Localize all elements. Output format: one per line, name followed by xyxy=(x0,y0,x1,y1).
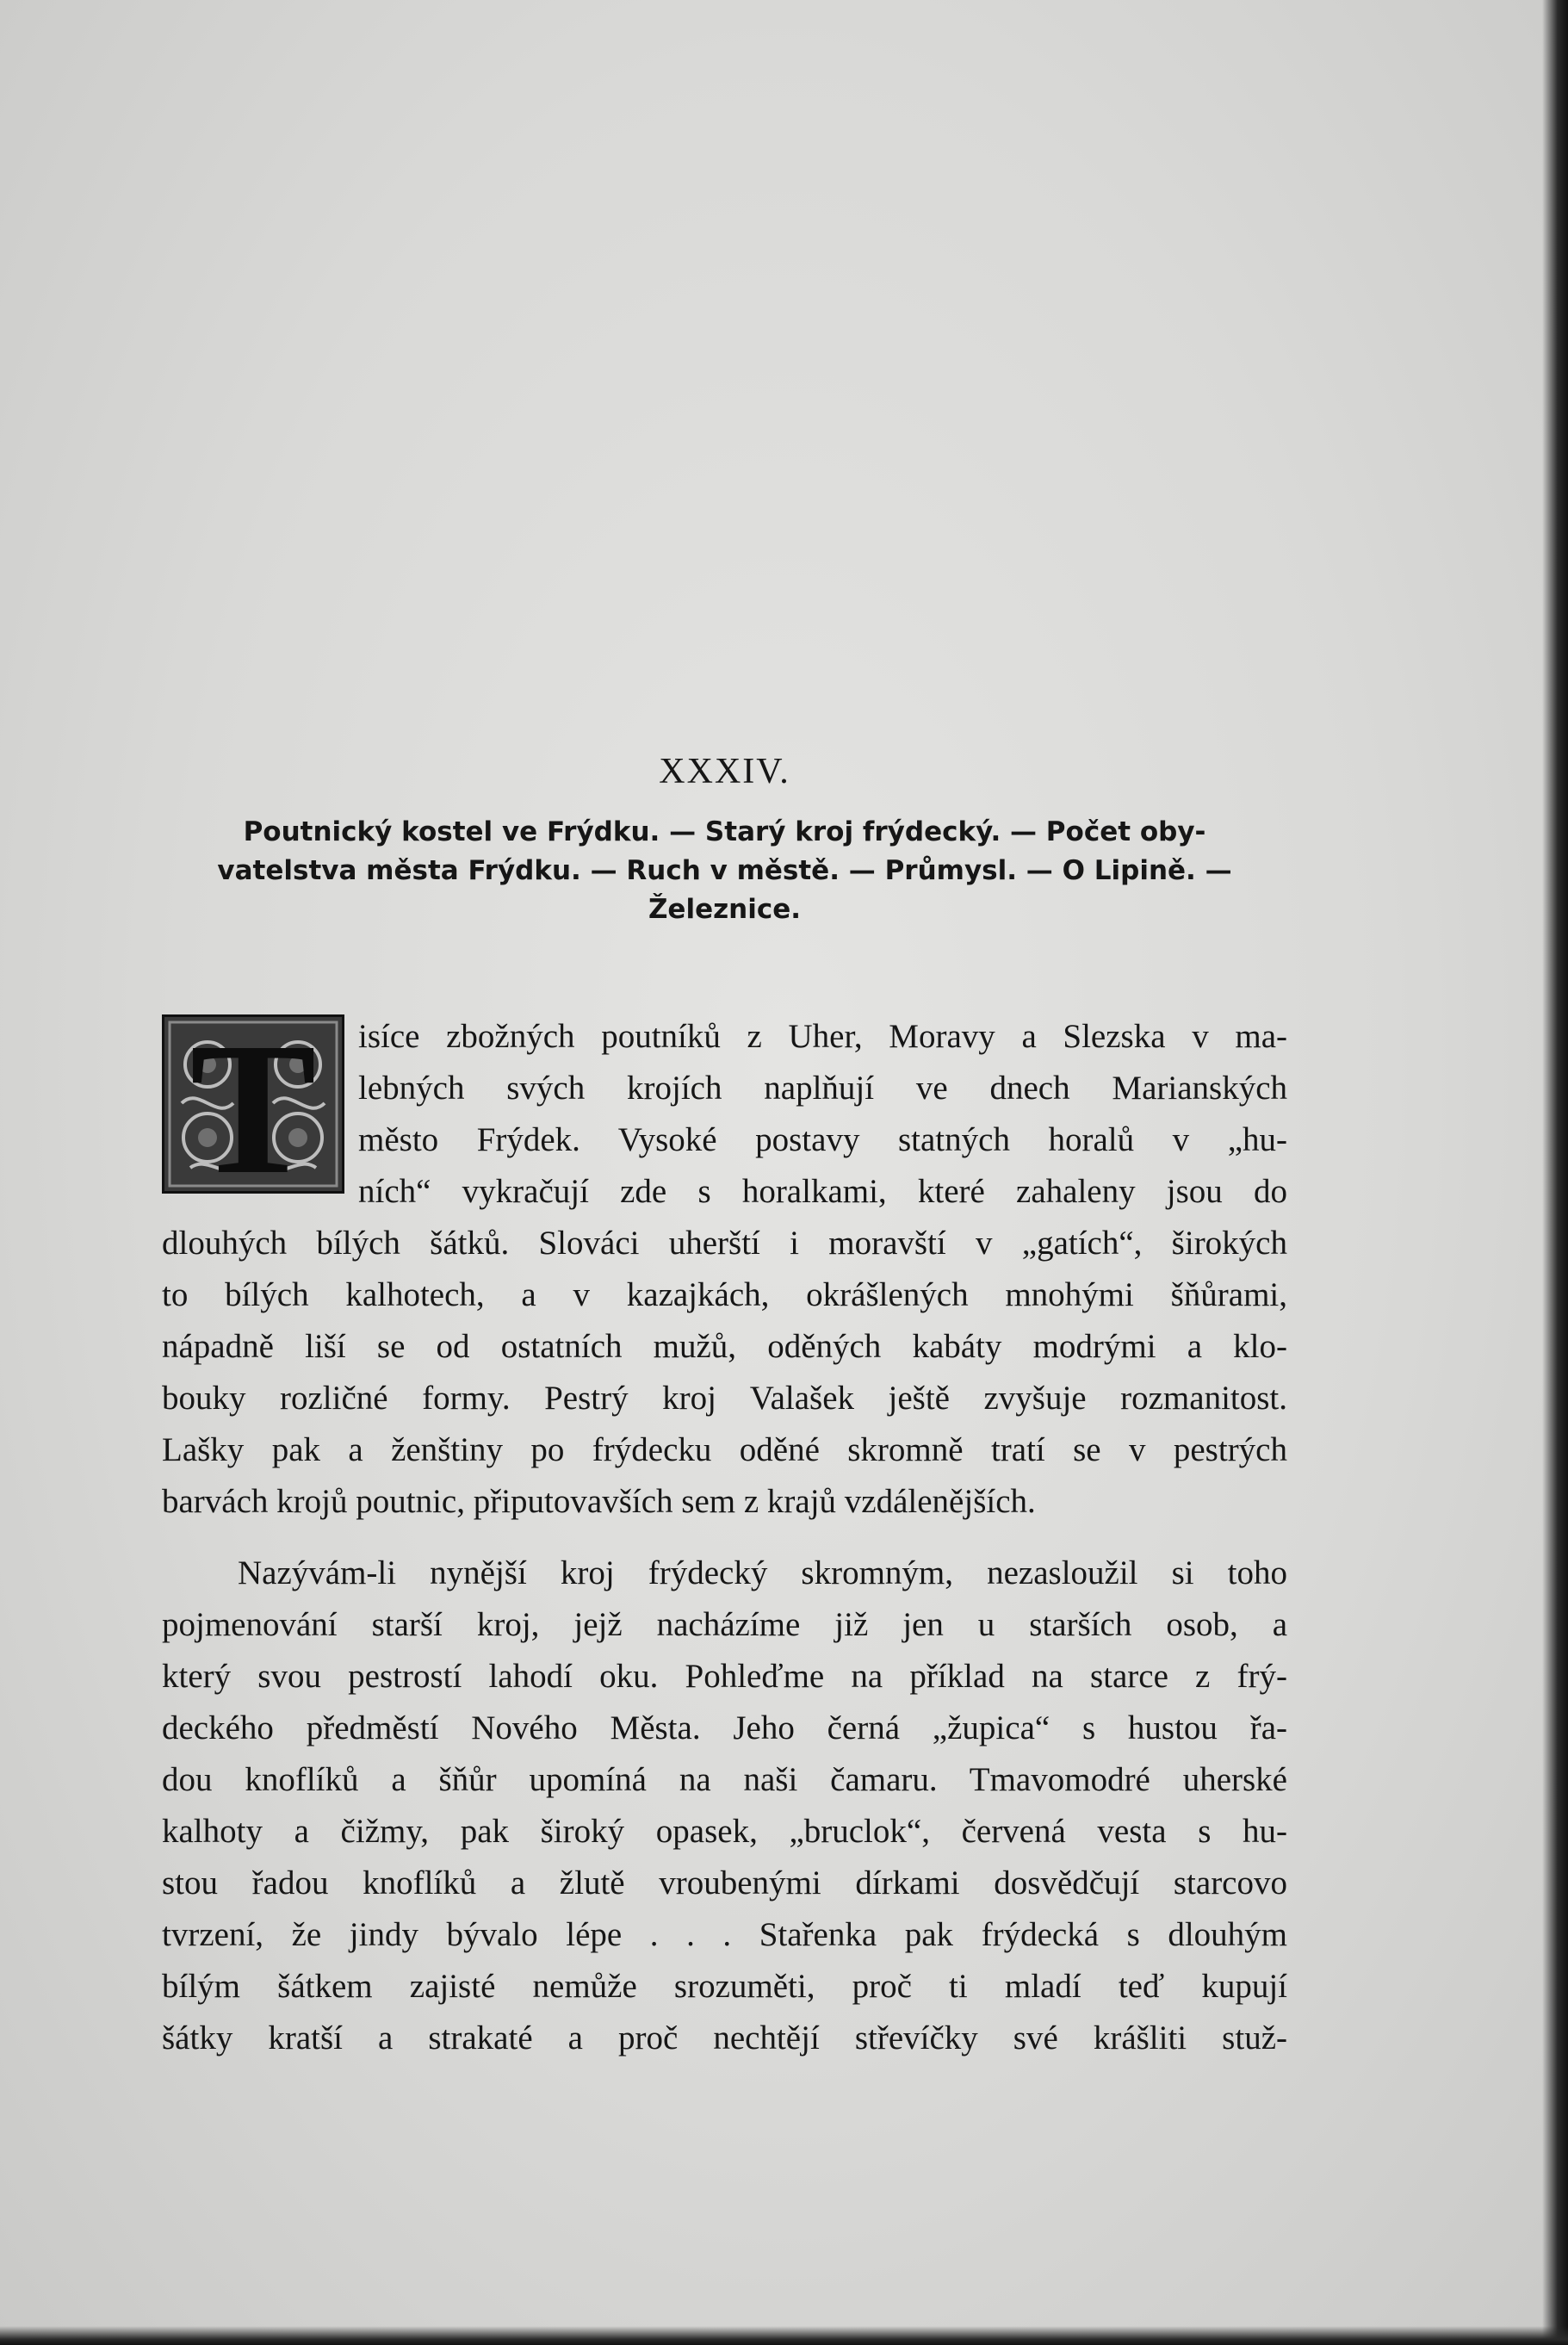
paragraph-line: dlouhých bílých šátků. Slováci uherští i moravští v „gatích“, širokých xyxy=(162,1225,1287,1262)
chapter-number: XXXIV. xyxy=(659,752,790,791)
paragraph-line: barvách krojů poutnic, připutovavších sem z krajů vzdálenějších. xyxy=(162,1483,1036,1520)
paragraph-line: to bílých kalhotech, a v kazajkách, okrášlených mnohými šňůrami, xyxy=(162,1276,1287,1313)
paragraph-line: šátky kratší a strakaté a proč nechtějí střevíčky své krášliti stuž- xyxy=(162,2019,1287,2057)
paragraph-line: lebných svých krojích naplňují ve dnech Marianských xyxy=(358,1070,1287,1107)
scan-edge-right xyxy=(1542,0,1568,2345)
scan-edge-bottom xyxy=(0,2326,1568,2345)
paragraph-line: bouky rozličné formy. Pestrý kroj Valašek ještě zvyšuje rozmanitost. xyxy=(162,1380,1287,1417)
paragraph-line: isíce zbožných poutníků z Uher, Moravy a Slezska v ma- xyxy=(358,1018,1287,1055)
paragraph-line: město Frýdek. Vysoké postavy statných horalů v „hu- xyxy=(358,1121,1287,1158)
chapter-summary xyxy=(162,813,1287,929)
paragraph-line: pojmenování starší kroj, jejž nacházíme již jen u starších osob, a xyxy=(162,1606,1287,1643)
paragraph-line: Nazývám-li nynější kroj frýdecký skromným, nezasloužil si toho xyxy=(238,1554,1287,1591)
summary-line: Poutnický kostel ve Frýdku. — Starý kroj frýdecký. — Počet oby- xyxy=(243,816,1206,847)
paragraph-line: bílým šátkem zajisté nemůže srozuměti, proč ti mladí teď kupují xyxy=(162,1968,1287,2005)
paragraph-line: ních“ vykračují zde s horalkami, které zahaleny jsou do xyxy=(358,1173,1287,1210)
paragraph-line: stou řadou knoflíků a žlutě vroubenými dírkami dosvědčují starcovo xyxy=(162,1864,1287,1901)
paragraph-line: nápadně liší se od ostatních mužů, oděných kabáty modrými a klo- xyxy=(162,1328,1287,1365)
paragraph-1 xyxy=(162,1011,1287,1528)
paragraph-line: Lašky pak a ženštiny po frýdecku oděné skromně tratí se v pestrých xyxy=(162,1431,1287,1468)
paragraph-line: tvrzení, že jindy bývalo lépe . . . Stařenka pak frýdecká s dlouhým xyxy=(162,1916,1287,1953)
paragraph-line: deckého předměstí Nového Města. Jeho černá „župica“ s hustou řa- xyxy=(162,1709,1287,1746)
paragraph-2 xyxy=(162,1548,1287,2064)
initial-letter: T xyxy=(189,1017,317,1191)
summary-line: vatelstva města Frýdku. — Ruch v městě. — Průmysl. — O Lipině. — xyxy=(217,855,1232,886)
summary-line: Železnice. xyxy=(648,894,802,925)
paragraph-line: který svou pestrostí lahodí oku. Pohleďme na příklad na starce z frý- xyxy=(162,1658,1287,1695)
paragraph-line: kalhoty a čižmy, pak široký opasek, „bruclok“, červená vesta s hu- xyxy=(162,1813,1287,1850)
paragraph-line: dou knoflíků a šňůr upomíná na naši čamaru. Tmavomodré uherské xyxy=(162,1761,1287,1798)
